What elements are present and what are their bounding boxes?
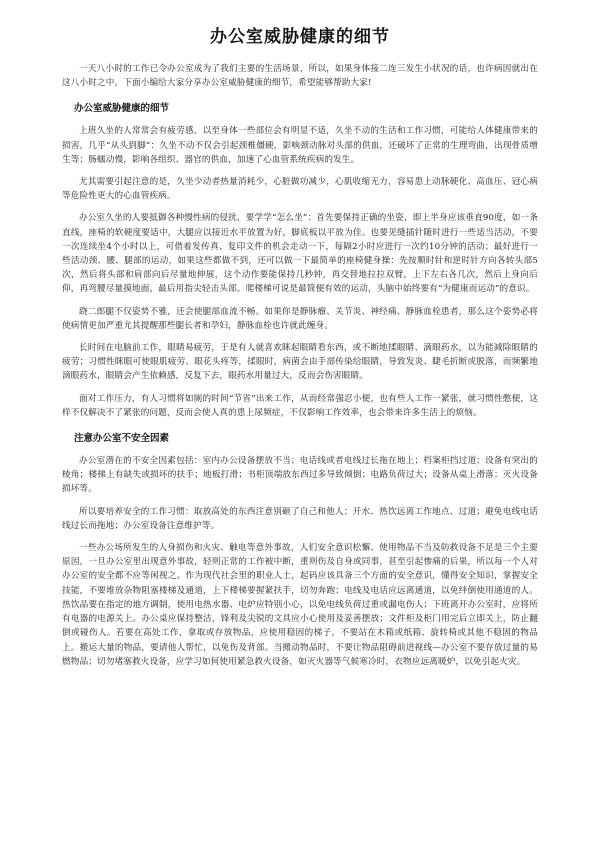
- paragraph-hazards: 办公室潜在的不安全因素包括：室内办公设备摆放不当；电话线或者电线过长拖在地上；档案柜挡过道；设备有突出的棱角；楼梯上有缺失或损坏的扶手；地板打滑；书柜顶端放东西过多导致倾倒；电路负荷过大；设备从桌上滑落；灭火设备损坏等。: [62, 456, 538, 495]
- paragraph-cardio-risk: 尤其需要引起注意的是，久坐少动者热量消耗少，心脏做功减少，心肌收缩无力，容易患上动脉硬化、高血压、冠心病等危险性更大的心血管疾病。: [62, 177, 538, 202]
- paragraph-accidents: 一些办公场所发生的人身损伤和火灾、触电等意外事故，人们安全意识松懈、使用物品不当及防救设备不足是三个主要原因，一旦办公室里出现意外事故，轻则正常的工作被中断，重则伤及自身或同事，甚至引起惨痛的后果，所以每一个人对办公室的安全都不应等闲视之。作为现代社会里的职业人士，起码应该具备三个方面的安全意识，懂得安全知识，掌握安全技能，不要堆放杂物阻塞楼梯及通道，上下楼梯要握紧扶手，切勿奔跑；电线及电话应远离通道，以免绊倒使用通道的人。热饮品要在指定的地方调制，使用电热水器、电炉应特别小心，以免电线负荷过重或漏电伤人；下班离开办公室时，应将所有电器的电源关上。办公桌应保持整洁，锋利及尖锐的文具应小心使用及妥善摆放；文件柜及柜门用完后立即关上，防止翻倒或碰伤人。若要在高处工作，拿取或存放物品，应使用稳固的梯子，不要站在木箱或纸箱、旋转椅或其他不稳固的物品上。搬运大量的物品，要请他人帮忙，以免伤及背部。当搬动物品时，不要让物品阻碍前进视线—办公室不要存放过量的易燃物品；切勿堵塞救火设备，应学习如何使用紧急救火设备，如灭火器等气候寒冷时，衣物应远离暖炉，以免引起火灾。: [62, 543, 538, 667]
- paragraph-sitting-fatigue: 上班久坐的人常常会有疲劳感，以至身体一些部位会有明显不适，久坐不动的生活和工作习惯，可能给人体健康带来的损害，几乎“从头到脚”：久坐不动不仅会引起颈椎僵硬，影响颈动脉对头部的供血，还破坏了正常的生理弯曲，出现骨质增生等；肠蠕动慢，影响各组织、器官的供血，加速了心血管系统疾病的发生。: [62, 126, 538, 165]
- paragraph-how-to-sit: 办公室久坐的人要抵御各种慢性病的侵扰，要学学“怎么坐”：首先要保持正确的坐姿，即上半身应该垂直90度，如一条直线，座椅的软硬度要适中，大腿应以接近水平放置为好，脚底板以平放为佳。也要见缝插针随时进行一些适当活动，不要一次连续坐4个小时以上，可借着发传真、复印文件的机会走动一下，每隔2小时应进行一次约10分钟的活动；最好进行一些活动颈、腰、腿部的运动，如果这些都做不到，还可以做一下最简单的座椅健身操：先按顺时针和逆时针方向各转头部5次，然后将头部和肩部向后尽量地伸展，这个动作要能保持几秒钟，再交替地拉拉双臂，上下左右各几次，然后上身向后仰，再弯腰尽量摸地面，最后用指尖轻击头部。爬楼梯可说是最简便有效的运动，头脑中始终要有“为健康而运动”的意识。: [62, 213, 538, 295]
- paragraph-crossed-legs: 跷二郎腿不仅姿势不雅，还会使腿部血流不畅。如果你是静脉瘤、关节炎、神经痛、静脉血栓患者，那么这个姿势必将使病情更加严重尤其提醒那些腿长者和孕妇，静脉血栓也许就此缠身。: [62, 306, 538, 331]
- section-heading-safety: 注意办公室不安全因素: [74, 433, 170, 445]
- paragraph-eye-strain: 长时间在电脑前工作，眼睛易疲劳，于是有人就喜欢眯起眼睛看东西，或不断地揉眼睛、滴眼药水，以为能减除眼睛的疲劳；习惯性眯眼可使眼肌疲劳、眼花头疼等，揉眼时，病菌会由手部传染给眼睛，导致发炎、睫毛折断或脱落，而频繁地滴眼药水，眼睛会产生依赖感，反复下去，眼药水用量过大，反而会伤害眼睛。: [62, 343, 538, 382]
- page-title: 办公室威胁健康的细节: [210, 27, 390, 47]
- paragraph-bathroom-habits: 面对工作压力，有人习惯将如厕的时间“节省”出来工作，从而经常强忍小便，也有些人工作一紧张，就习惯性憋便，这样不仅解决不了紧张的问题，反而会使人真的患上尿频症，不仅影响工作效率，也会带来许多生活上的烦恼。: [62, 393, 538, 418]
- section-heading-health: 办公室威胁健康的细节: [74, 103, 170, 115]
- paragraph-safe-habits: 所以要培养安全的工作习惯：取放高处的东西注意别砸了自己和他人；开水、热饮远离工作地点、过道；避免电线电话线过长而拖地；办公室设备注意维护等。: [62, 506, 538, 531]
- intro-paragraph: 一天八小时的工作已令办公室成为了我们主要的生活场景，所以，如果身体接二连三发生小状况的话，也许病因就出在这八小时之中。下面小编给大家分享办公室威胁健康的细节，希望能够帮助大家!: [62, 64, 538, 89]
